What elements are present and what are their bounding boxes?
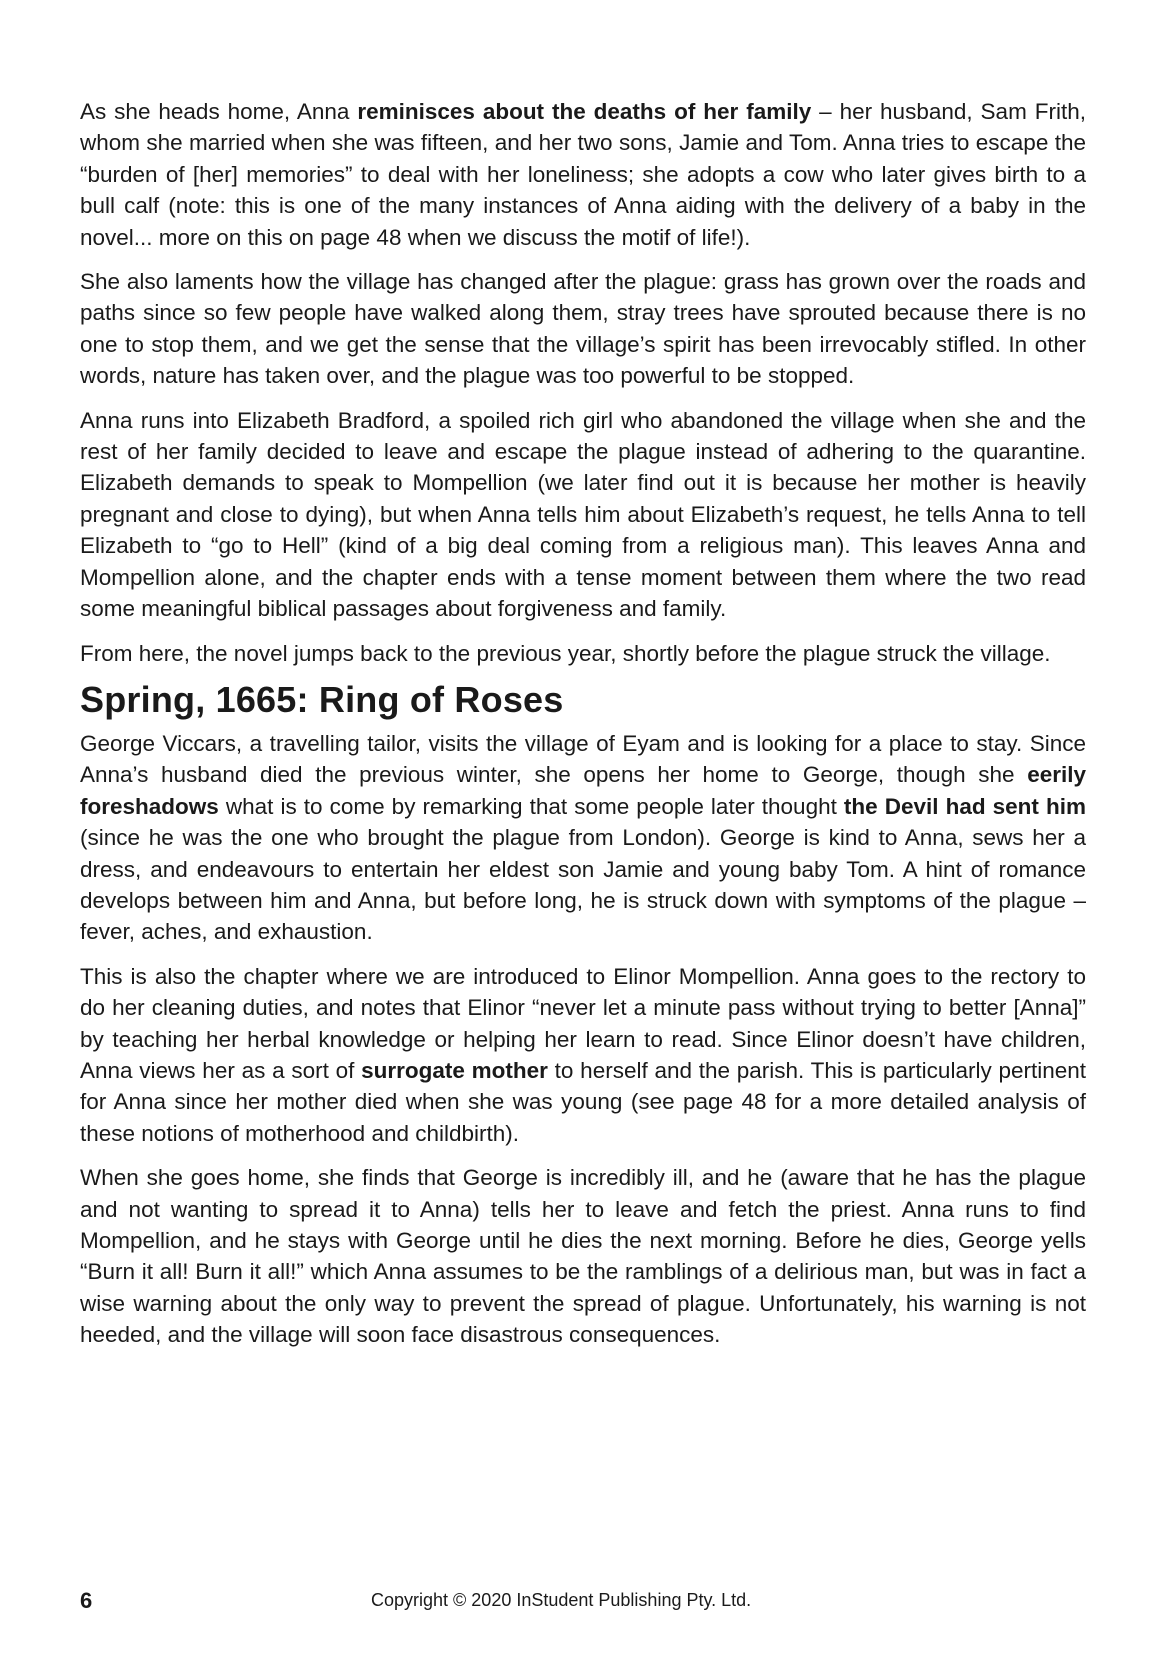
page-content xyxy=(80,96,1086,1364)
body-paragraph xyxy=(80,728,1086,948)
text-run: (since he was the one who brought the plague from London). George is kind to Anna, sews her a dress, and endeavours to entertain her eldest son Jamie and young baby Tom. A hint of romance develops between him and Anna, but before long, he is struck down with symptoms of the plague – fever, aches, and exhaustion. xyxy=(80,825,1086,945)
bold-phrase: reminisces about the deaths of her family xyxy=(357,99,812,124)
page-number: 6 xyxy=(80,1588,93,1613)
bold-phrase: surrogate mother xyxy=(361,1057,548,1083)
copyright-notice: Copyright © 2020 InStudent Publishing Pty. Ltd. xyxy=(371,1590,752,1610)
text-run: As she heads home, Anna xyxy=(80,99,358,124)
body-paragraph xyxy=(80,266,1086,392)
text-run: From here, the novel jumps back to the previous year, shortly before the plague struck the village. xyxy=(80,640,1051,666)
intro-paragraphs xyxy=(80,96,1086,669)
body-paragraph xyxy=(80,638,1086,669)
body-paragraph xyxy=(80,96,1086,253)
text-run: to herself and the parish. This is particularly pertinent for Anna since her mother died when she was young (see page 48 for a more detailed analysis of these notions of motherhood and childbirth). xyxy=(80,1057,1087,1146)
body-paragraph xyxy=(80,405,1086,625)
page-footer xyxy=(80,1588,1086,1618)
text-run: Anna runs into Elizabeth Bradford, a spoiled rich girl who abandoned the village when she and the rest of her family decided to leave and escape the plague instead of adhering to the quarantine. Elizabeth demands to speak to Mompellion (we later find out it is because her mother is heavily pregnant and close to dying), but when Anna tells him about Elizabeth’s request, he tells Anna to tell Elizabeth to “go to Hell” (kind of a big deal coming from a religious man). This leaves Anna and Mompellion alone, and the chapter ends with a tense moment between them where the two read some meaningful biblical passages about forgiveness and family. xyxy=(80,407,1086,622)
text-run: what is to come by remarking that some people later thought xyxy=(218,793,844,819)
section-heading: Spring, 1665: Ring of Roses xyxy=(80,678,564,720)
text-run: George Viccars, a travelling tailor, visits the village of Eyam and is looking for a place to stay. Since Anna’s husband died the previous winter, she opens her home to George, though she xyxy=(80,730,1086,788)
text-run: This is also the chapter where we are introduced to Elinor Mompellion. Anna goes to the rectory to do her cleaning duties, and notes that Elinor “never let a minute pass without trying to better [Anna]” by teaching her herbal knowledge or helping her learn to read. Since Elinor doesn’t have children, Anna views her as a sort of xyxy=(80,963,1086,1083)
body-paragraph xyxy=(80,961,1086,1149)
bold-phrase: eerily foreshadows xyxy=(80,762,1086,819)
text-run: When she goes home, she finds that George is incredibly ill, and he (aware that he has the plague and not wanting to spread it to Anna) tells her to leave and fetch the priest. Anna runs to find Mompellion, and he stays with George until he dies the next morning. Before he dies, George yells “Burn it all! Burn it all!” which Anna assumes to be the ramblings of a delirious man, but was in fact a wise warning about the only way to prevent the spread of plague. Unfortunately, his warning is not heeded, and the village will soon face disastrous consequences. xyxy=(80,1165,1086,1348)
section-paragraphs xyxy=(80,728,1086,1351)
bold-phrase: the Devil had sent him xyxy=(843,793,1086,819)
text-run: She also laments how the village has changed after the plague: grass has grown over the roads and paths since so few people have walked along them, stray trees have sprouted because there is no one to stop them, and we get the sense that the village’s spirit has been irrevocably stifled. In other words, nature has taken over, and the plague was too powerful to be stopped. xyxy=(80,269,1086,389)
text-run: – her husband, Sam Frith, whom she married when she was fifteen, and her two sons, Jamie and Tom. Anna tries to escape the “burden of [her] memories” to deal with her loneliness; she adopts a cow who later gives birth to a bull calf (note: this is one of the many instances of Anna aiding with the delivery of a baby in the novel... more on this on page 48 when we discuss the motif of life!). xyxy=(80,99,1086,250)
body-paragraph xyxy=(80,1162,1086,1350)
